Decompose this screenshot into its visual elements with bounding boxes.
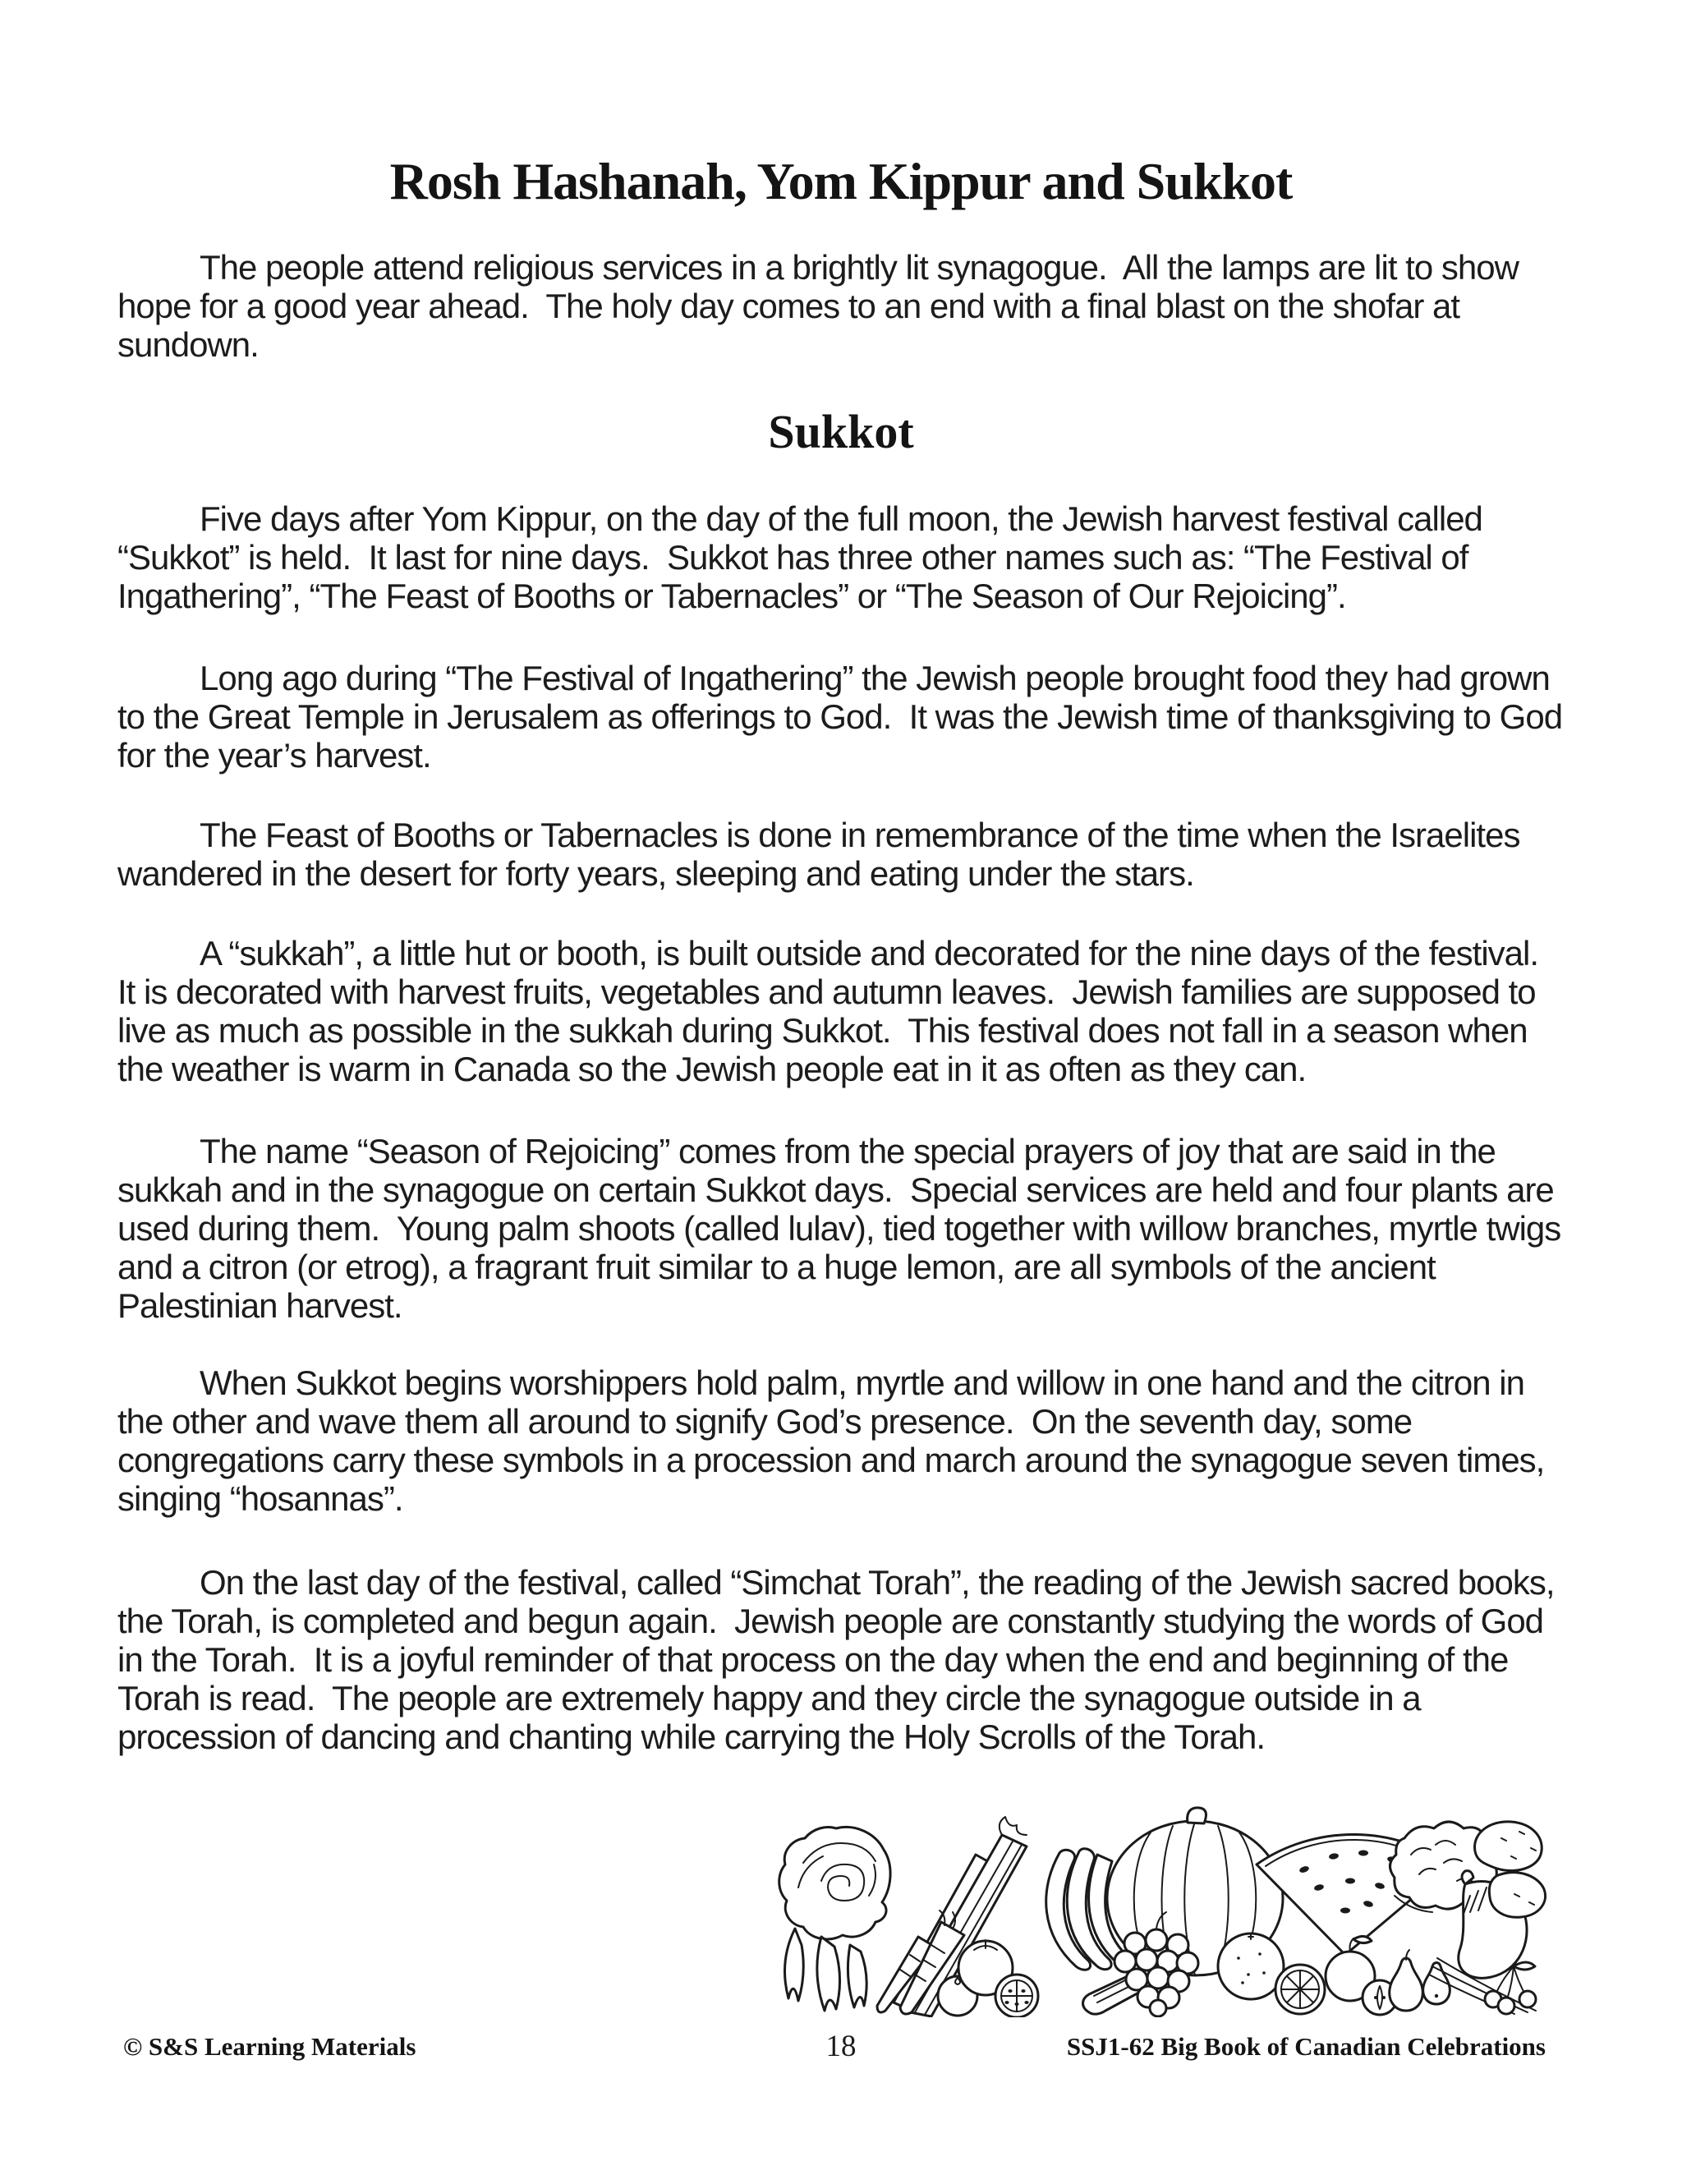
body-paragraph: On the last day of the festival, called “Simchat Torah”, the reading of the Jewish sacred books, the Torah, is completed and begun again. Jewish people are constantly studying the words of God in the Torah. It is a joyful reminder of that process on the day when the end and beginning of the Torah is read. The people are extremely happy and they circle the synagogue outside in a procession of dancing and chanting while carrying the Holy Scrolls of the Torah.: [117, 1563, 1564, 1756]
lettuce-icon: [779, 1827, 890, 1939]
footer-edition: SSJ1-62 Big Book of Canadian Celebrations: [1066, 2032, 1546, 2061]
body-paragraph: When Sukkot begins worshippers hold palm, myrtle and willow in one hand and the citron in the other and wave them all around to signify God’s presence. On the seventh day, some congregations carry these symbols in a procession and march around the synagogue seven times, singing “hosannas”.: [117, 1363, 1554, 1518]
page-title: Rosh Hashanah, Yom Kippur and Sukkot: [389, 152, 1293, 210]
footer-page-number: 18: [825, 2030, 857, 2063]
orange-icon: [1218, 1933, 1325, 2014]
body-paragraph: The Feast of Booths or Tabernacles is done in remembrance of the time when the Israelites wandered in the desert for forty years, sleeping and eating under the stars.: [117, 816, 1529, 893]
intro-paragraph: The people attend religious services in a brightly lit synagogue. All the lamps are lit to show hope for a good year ahead. The holy day comes to an end with a final blast on the shofar at sundown.: [117, 248, 1528, 364]
harvest-illustration: [770, 1805, 1549, 2017]
section-heading-sukkot: Sukkot: [768, 405, 914, 458]
body-paragraph: The name “Season of Rejoicing” comes from the special prayers of joy that are said in the sukkah and in the synagogue on certain Sukkot days. Special services are held and four plants are used during them. Young palm shoots (called lulav), tied together with willow branches, myrtle twigs and a citron (or etrog), a fragrant fruit similar to a huge lemon, are all symbols of the ancient Palestinian harvest.: [117, 1132, 1569, 1325]
body-paragraph: Five days after Yom Kippur, on the day of the full moon, the Jewish harvest festival called “Sukkot” is held. It last for nine days. Sukkot has three other names such as: “The Festival of Ingathering”, “The Feast of Booths or Tabernacles” or “The Season of Our Rejoicing”.: [117, 499, 1491, 615]
leafy-greens-icon: [785, 1929, 867, 2011]
footer-copyright: © S&S Learning Materials: [123, 2032, 416, 2061]
body-paragraph: A “sukkah”, a little hut or booth, is built outside and decorated for the nine days of the festival. It is decorated with harvest fruits, vegetables and autumn leaves. Jewish families are supposed to live as much as possible in the sukkah during Sukkot. This festival does not fall in a season when the weather is warm in Canada so the Jewish people eat in it as often as they can.: [117, 934, 1556, 1088]
body-paragraph: Long ago during “The Festival of Ingathering” the Jewish people brought food they had grown to the Great Temple in Jerusalem as offerings to God. It was the Jewish time of thanksgiving to God for the year’s harvest.: [117, 659, 1571, 775]
apples-icon: [1326, 1936, 1397, 2015]
